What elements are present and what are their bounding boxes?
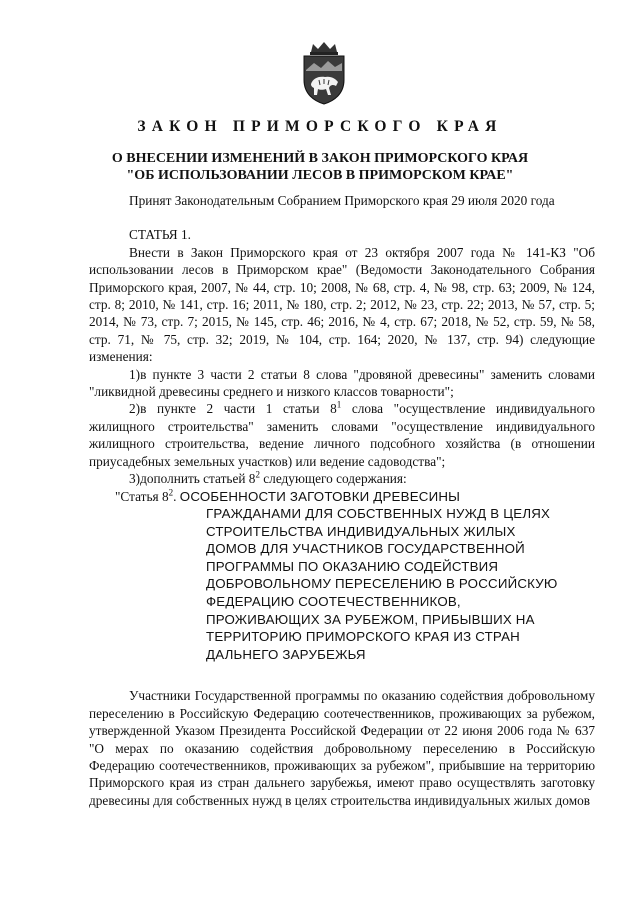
new-article-title-line: ДАЛЬНЕГО ЗАРУБЕЖЬЯ: [206, 646, 366, 662]
law-subtitle: [100, 150, 540, 184]
item-3-text-start: 3)дополнить статьей 8: [129, 471, 256, 487]
article-intro-paragraph: Внести в Закон Приморского края от 23 октября 2007 года № 141-КЗ "Об использовании лесов в Приморском крае" (Ведомости Законодательного Собрания Приморского края, 2007, № 44, стр. 10; 2008, № 68, стр. 4, № 98, стр. 63; 2009, № 124, стр. 8; 2010, № 141, стр. 16; 2011, № 180, стр. 2; 2012, № 23, стр. 22; 2013, № 57, стр. 5; 2014, № 73, стр. 7; 2015, № 145, стр. 46; 2016, № 4, стр. 67; 2018, № 52, стр. 59, № 58, стр. 71, № 75, стр. 32; 2019, № 104, стр. 164; 2020, № 137, стр. 94) следующие изменения:: [89, 244, 595, 365]
new-article-title-line: ГРАЖДАНАМИ ДЛЯ СОБСТВЕННЫХ НУЖД В ЦЕЛЯХ: [206, 506, 551, 522]
article-heading: СТАТЬЯ 1.: [129, 227, 191, 243]
item-3-superscript: 2: [255, 469, 260, 480]
item-2-text-start: 2)в пункте 2 части 1 статьи 8: [129, 401, 337, 417]
new-article-title-continued: [89, 505, 595, 663]
item-2-superscript: 1: [336, 400, 342, 411]
adoption-statement: Принят Законодательным Собранием Приморского края 29 июля 2020 года: [129, 193, 555, 208]
new-article-title-first-line: ОСОБЕННОСТИ ЗАГОТОВКИ ДРЕВЕСИНЫ: [179, 488, 461, 504]
new-article-title-line: ПРОЖИВАЮЩИХ ЗА РУБЕЖОМ, ПРИБЫВШИХ НА: [206, 611, 535, 627]
subtitle-line-2: "ОБ ИСПОЛЬЗОВАНИИ ЛЕСОВ В ПРИМОРСКОМ КРАЕ": [126, 168, 514, 183]
new-article-title-line: ДОБРОВОЛЬНОМУ ПЕРЕСЕЛЕНИЮ В РОССИЙСКУЮ: [206, 576, 558, 592]
item-2-text-end: слова "осуществление индивидуального жилищного строительства" заменить словами "осуществление индивидуального жилищного строительства, ведение личного подсобного хозяйства (в отношении приусадебных земельных участков) или ведение садоводства";: [89, 401, 595, 469]
new-article-superscript: 2: [168, 487, 174, 498]
new-article-title-line: СТРОИТЕЛЬСТВА ИНДИВИДУАЛЬНЫХ ЖИЛЫХ: [206, 523, 516, 539]
new-article-label-text: "Статья 8: [115, 488, 169, 504]
subtitle-line-1: О ВНЕСЕНИИ ИЗМЕНЕНИЙ В ЗАКОН ПРИМОРСКОГО КРАЯ: [111, 151, 529, 166]
new-article-title-line: ДОМОВ ДЛЯ УЧАСТНИКОВ ГОСУДАРСТВЕННОЙ: [206, 541, 525, 557]
amendment-item-1: 1)в пункте 3 части 2 статьи 8 слова "дровяной древесины" заменить словами "ликвидной древесины среднего и низкого классов товарности";: [89, 366, 595, 400]
law-title: ЗАКОН ПРИМОРСКОГО КРАЯ: [137, 118, 503, 135]
new-article-heading: [89, 488, 595, 506]
new-article-label: [115, 488, 180, 506]
new-article-label-dot: .: [173, 488, 177, 504]
amendment-item-2: [89, 400, 595, 470]
new-article-title-line: ФЕДЕРАЦИЮ СООТЕЧЕСТВЕННИКОВ,: [206, 594, 461, 610]
item-3-text-end: следующего содержания:: [259, 471, 407, 487]
new-article-title-line: ПРОГРАММЫ ПО ОКАЗАНИЮ СОДЕЙСТВИЯ: [206, 558, 499, 574]
law-body: [89, 192, 595, 809]
new-article-body-paragraph: Участники Государственной программы по оказанию содействия добровольному переселению в Российскую Федерацию соотечественников, проживающих за рубежом, утвержденной Указом Президента Российской Федерации от 22 июня 2006 года № 637 "О мерах по оказанию содействия добровольному переселению в Российскую Федерацию соотечественников, проживающих за рубежом", прибывшие на территорию Приморского края из стран дальнего зарубежья, имеют право осуществлять заготовку древесины для собственных нужд в целях строительства индивидуальных жилых домов: [89, 688, 595, 808]
new-article-title-line: ТЕРРИТОРИЮ ПРИМОРСКОГО КРАЯ ИЗ СТРАН: [206, 629, 520, 645]
amendment-item-3: [89, 470, 595, 487]
coat-of-arms-emblem-icon: [297, 40, 351, 106]
